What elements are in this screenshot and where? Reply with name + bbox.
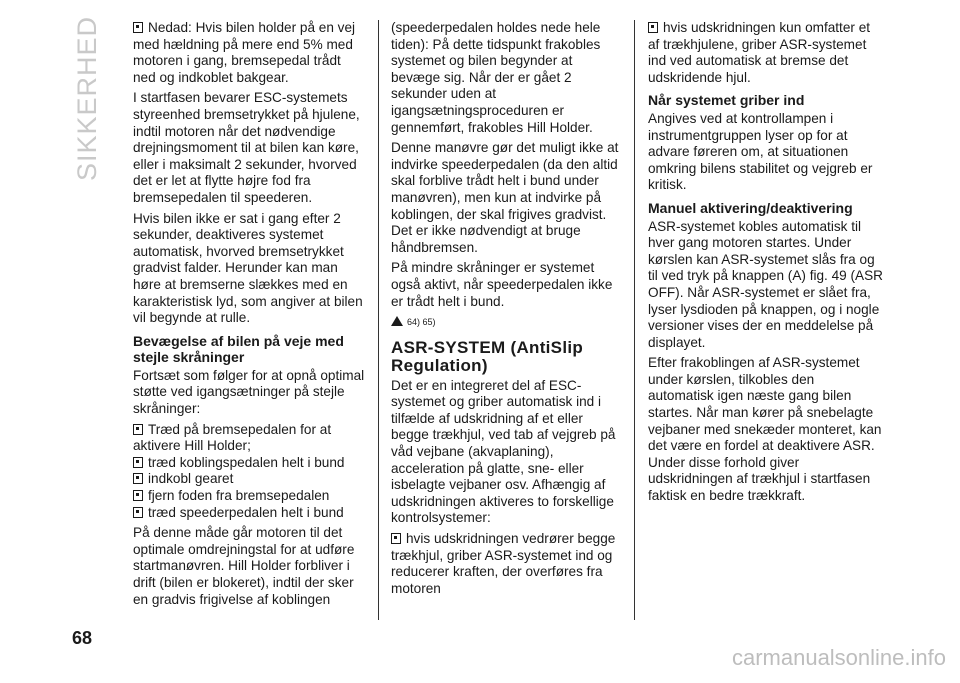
column-2 (391, 20, 623, 597)
watermark: carmanualsonline.info (731, 645, 946, 670)
list-item: træd koblingspedalen helt i bund (133, 455, 365, 472)
paragraph: Fortsæt som følger for at opnå optimal støtte ved igangsætninger på stejle skråninger: (133, 367, 365, 417)
paragraph: Efter frakoblingen af ASR-systemet under kørslen, tilkobles den automatisk igen næste gang bilen startes. Når man kører på snebelagte vejbaner med snekæder monteret, kan det være en fordel at deaktivere ASR. Under disse forhold giver udskridningen af trækhjul i startfasen faktisk en bedre trækkraft. (648, 355, 882, 504)
warning-references: 64) 65) (391, 314, 623, 331)
list-item: fjern foden fra bremsepedalen (133, 488, 365, 505)
paragraph: Hvis bilen ikke er sat i gang efter 2 sekunder, deaktiveres systemet automatisk, hvorved bremsetrykket gradvist falder. Herunder kan man høre at bremserne slækkes med en karakteristisk lyd, som angiver at bilen vil begynde at rulle. (133, 210, 363, 326)
bullet-icon (133, 22, 143, 33)
list-item: hvis udskridningen kun omfatter et af trækhjulene, griber ASR-systemet ind ved automatisk at bremse det udskridende hjul. (648, 20, 871, 85)
bullet-icon (133, 424, 143, 435)
bullet-icon (133, 473, 143, 484)
warning-icon (391, 316, 403, 326)
paragraph: (speederpedalen holdes nede hele tiden): På dette tidspunkt frakobles systemet og bilen begynder at bevæge sig. Når der er gået 2 sekunder uden at igangsætningsproceduren er gennemført, frakobles Hill Holder. (391, 20, 601, 135)
list-item: hvis udskridningen vedrører begge trækhjul, griber ASR-systemet ind og reducerer kraften, der overføres fra motoren (391, 531, 616, 596)
bullet-icon (391, 533, 401, 544)
column-3 (648, 20, 883, 509)
bullet-icon (133, 507, 143, 518)
column-1 (133, 20, 365, 612)
section-tab: SIKKERHED (72, 15, 102, 181)
paragraph (133, 20, 365, 86)
paragraph: I startfasen bevarer ESC-systemets styreenhed bremsetrykket på hjulene, indtil motoren når det nødvendige drejningsmoment til at bilen kan køre, eller i maksimalt 2 sekunder, hvorved det er let at flytte højre fod fra bremsepedalen til speederen. (133, 90, 360, 205)
paragraph-text: Nedad: Hvis bilen holder på en vej med hældning på mere end 5% med motoren i gang, bremsepedal trådt ned og indkoblet bakgear. (133, 20, 356, 85)
list-item: træd speederpedalen helt i bund (133, 505, 365, 522)
bullet-icon (133, 457, 143, 468)
list-item: indkobl gearet (133, 471, 365, 488)
list-item: Træd på bremsepedalen for at aktivere Hill Holder; (133, 421, 332, 454)
paragraph: ASR-systemet kobles automatisk til hver gang motoren startes. Under kørslen kan ASR-systemet slås fra og til ved tryk på knappen (A) fig. 49 (ASR OFF). Når ASR-systemet er slået fra, lyser lysdioden på knappen, og i nogle versioner vises der en meddelelse på displayet. (648, 218, 883, 350)
section-heading: Når systemet griber ind (648, 92, 805, 109)
paragraph: Denne manøvre gør det muligt ikke at indvirke speederpedalen (da den altid skal forblive trådt helt i bund under manøvren), men kun at indvirke på koblingen, der skal frigives gradvist. Det er ikke nødvendigt at bruge håndbremsen. (391, 140, 619, 255)
paragraph: På mindre skråninger er systemet også aktivt, når speederpedalen ikke er trådt helt i bund. (391, 260, 613, 309)
bullet-icon (648, 22, 658, 33)
paragraph: Det er en integreret del af ESC-systemet og griber automatisk ind i tilfælde af udskridning af et eller begge trækhjul, ved tab af vejgreb på våd vejbane (akvaplaning), acceleration på glatte, sne- eller isbelagte vejbaner osv. Afhængig af udskridningen aktiveres to forskellige kontrolsystemer: (391, 377, 616, 526)
paragraph: Angives ved at kontrollampen i instrumentgruppen lyser op for at advare føreren om, at situationen omkring bilens stabilitet og vejgreb er kritisk. (648, 110, 873, 193)
bullet-icon (133, 490, 143, 501)
section-heading: Bevægelse af bilen på veje med stejle skråninger (133, 332, 344, 366)
page-number: 68 (72, 628, 93, 648)
column-divider (634, 20, 635, 620)
section-heading: Manuel aktivering/deaktivering (648, 199, 853, 216)
paragraph: På denne måde går motoren til det optimale omdrejningstal for at udføre startmanøvren. Hill Holder forbliver i drift (bilen er blokeret), indtil der sker en gradvis frigivelse af koblingen (133, 525, 355, 607)
section-heading: ASR-SYSTEM (AntiSlip Regulation) (391, 337, 584, 375)
column-divider (378, 20, 379, 620)
